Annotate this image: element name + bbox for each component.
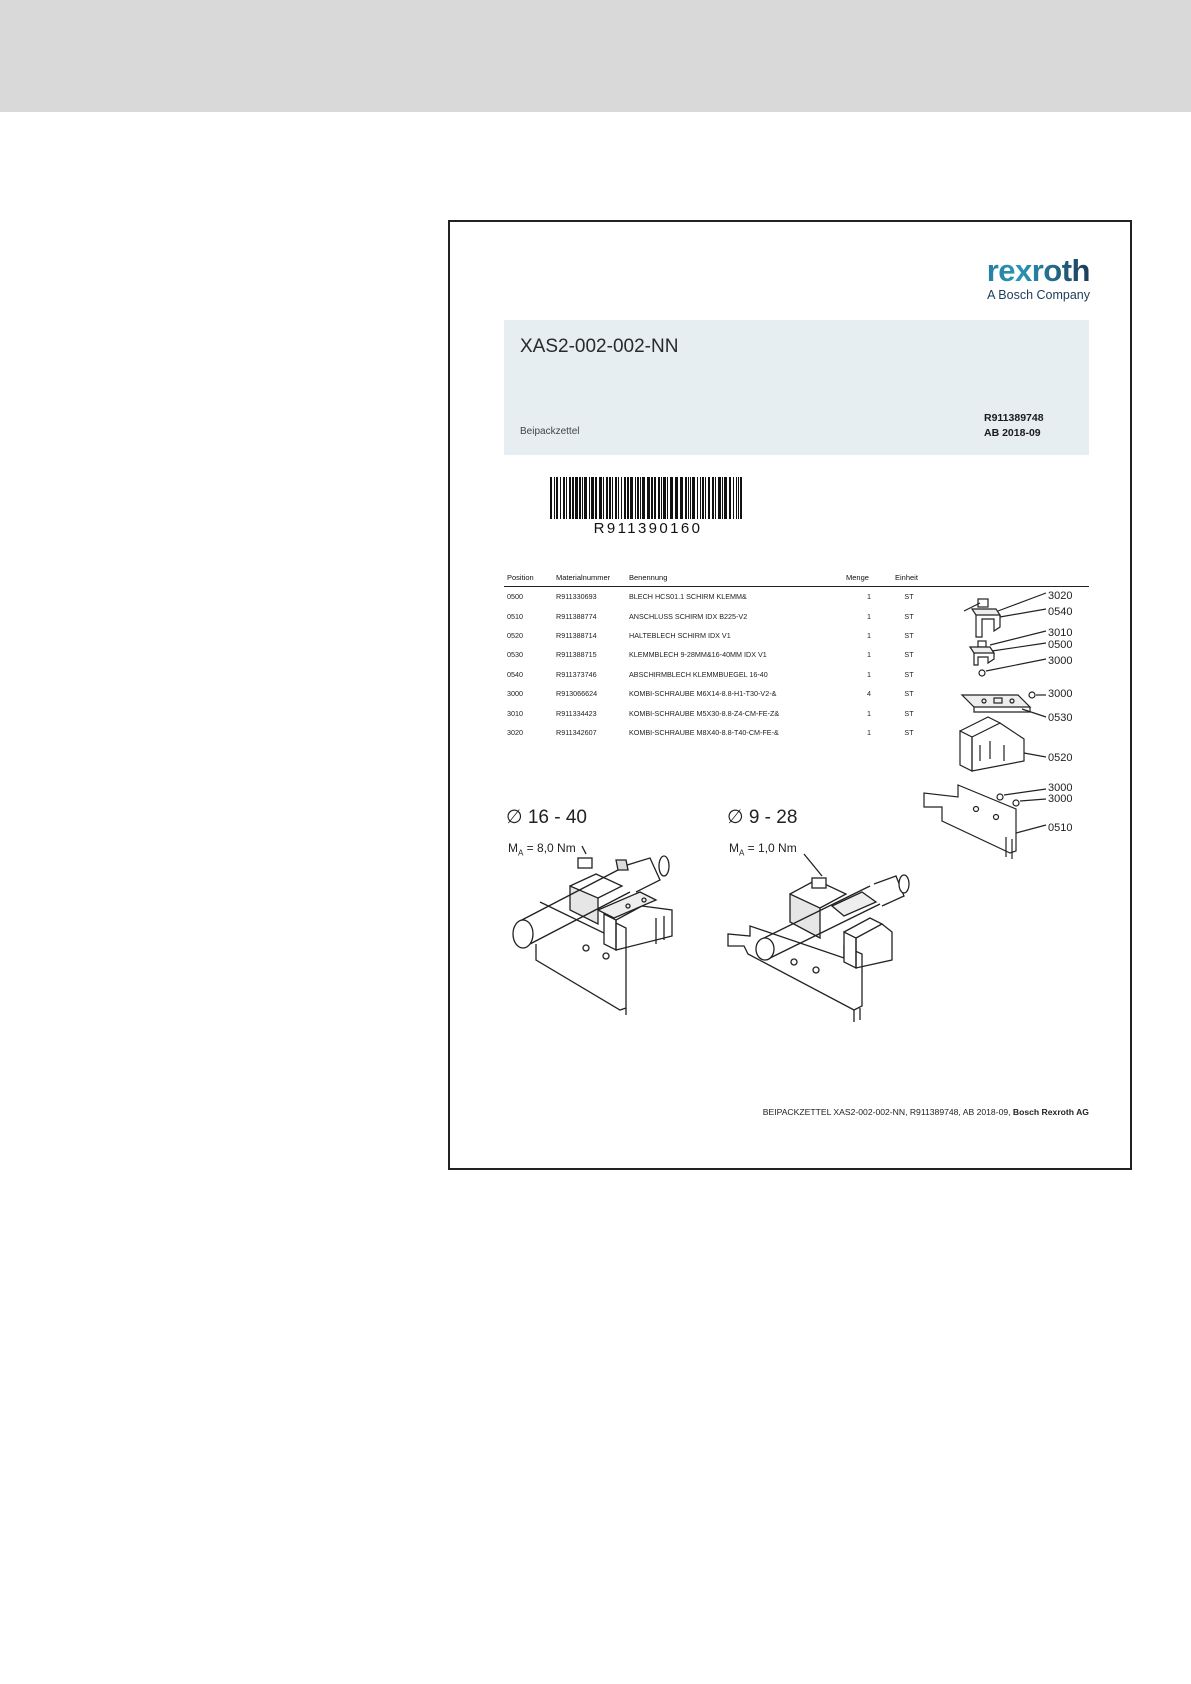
- barcode-bar: [697, 477, 698, 519]
- document-number-block: [984, 411, 1044, 441]
- document-footer: [640, 1107, 1089, 1117]
- barcode-bar: [718, 477, 721, 519]
- barcode-bar: [688, 477, 689, 519]
- torque-subscript: A: [739, 848, 745, 858]
- table-cell: ST: [904, 669, 914, 679]
- torque-symbol: M: [508, 841, 518, 855]
- table-cell: ST: [904, 630, 914, 640]
- callout-label: 3000: [1048, 793, 1073, 805]
- table-cell: ST: [904, 708, 914, 718]
- col-position: Position: [504, 568, 553, 587]
- table-cell: BLECH HCS01.1 SCHIRM KLEMM&: [629, 592, 747, 602]
- barcode-bar: [637, 477, 639, 519]
- barcode-bar: [667, 477, 668, 519]
- table-cell: 3000: [507, 689, 523, 699]
- table-cell: 0540: [507, 669, 523, 679]
- table-cell: 0500: [507, 592, 523, 602]
- barcode-number: R911390160: [593, 520, 703, 537]
- table-cell: 1: [867, 727, 871, 737]
- rexroth-logo: [960, 253, 1090, 302]
- top-gray-band: [0, 0, 1191, 112]
- col-quantity: Menge: [843, 568, 892, 587]
- barcode-bar: [627, 477, 629, 519]
- barcode-bar: [621, 477, 622, 519]
- material-number: R911389748: [984, 412, 1044, 424]
- barcode-bar: [647, 477, 650, 519]
- barcode-bar: [572, 477, 574, 519]
- barcode-bar: [692, 477, 695, 519]
- table-cell: 0510: [507, 611, 523, 621]
- table-cell: KOMBI-SCHRAUBE M8X40-8.8-T40-CM-FE-&: [629, 727, 779, 737]
- table-cell: 3020: [507, 727, 523, 737]
- table-cell: 1: [867, 630, 871, 640]
- barcode-bar: [680, 477, 683, 519]
- barcode-bar: [640, 477, 641, 519]
- barcode-bar: [615, 477, 617, 519]
- table-cell: ST: [904, 611, 914, 621]
- table-cell: ST: [904, 727, 914, 737]
- table-cell: R911388714: [556, 630, 597, 640]
- assembly-drawing-9-28: [724, 850, 934, 1025]
- callout-label: 0500: [1048, 639, 1073, 651]
- table-cell: R911388774: [556, 611, 597, 621]
- col-unit: Einheit: [892, 568, 923, 587]
- torque-value: = 1,0 Nm: [744, 841, 797, 855]
- callout-label: 0530: [1048, 712, 1073, 724]
- callout-label: 3020: [1048, 590, 1073, 602]
- barcode-bar: [740, 477, 742, 519]
- barcode-bar: [563, 477, 565, 519]
- table-cell: 1: [867, 611, 871, 621]
- table-cell: R911373746: [556, 669, 597, 679]
- barcode-bar: [705, 477, 706, 519]
- document-header: [504, 320, 1089, 455]
- table-cell: R911334423: [556, 708, 597, 718]
- barcode-bar: [690, 477, 691, 519]
- table-cell: 1: [867, 650, 871, 660]
- edition: AB 2018-09: [984, 427, 1041, 439]
- barcode-bar: [606, 477, 608, 519]
- barcode-bar: [675, 477, 678, 519]
- barcode-bar: [566, 477, 567, 519]
- table-header-row: [504, 568, 1089, 587]
- assembly-drawing-16-40: [500, 840, 690, 1015]
- col-material-number: Materialnummer: [553, 568, 626, 587]
- barcode-bar: [609, 477, 611, 519]
- table-cell: R911342607: [556, 727, 597, 737]
- callout-label: 0540: [1048, 606, 1073, 618]
- barcode-bar: [729, 477, 731, 519]
- table-cell: HALTEBLECH SCHIRM IDX V1: [629, 630, 731, 640]
- table-cell: 4: [867, 689, 871, 699]
- assembly-diameter-label: ∅ 16 - 40: [506, 807, 587, 828]
- col-designation: Benennung: [626, 568, 843, 587]
- callout-label: 3000: [1048, 655, 1073, 667]
- barcode-bar: [733, 477, 734, 519]
- table-cell: KOMBI-SCHRAUBE M5X30-8.8-Z4-CM-FE-Z&: [629, 708, 780, 718]
- barcode-bar: [560, 477, 561, 519]
- barcode-bar: [612, 477, 613, 519]
- barcode-bar: [663, 477, 666, 519]
- barcode-bar: [603, 477, 604, 519]
- barcode-bar: [599, 477, 602, 519]
- table-cell: R911388715: [556, 650, 597, 660]
- barcode-bar: [736, 477, 737, 519]
- barcode-bar: [702, 477, 704, 519]
- callout-labels: [920, 585, 1100, 865]
- barcode-bar: [654, 477, 656, 519]
- table-cell: KLEMMBLECH 9-28MM&16-40MM IDX V1: [629, 650, 767, 660]
- footer-company: Bosch Rexroth AG: [1012, 1107, 1089, 1117]
- barcode-bar: [658, 477, 660, 519]
- barcode-bar: [575, 477, 578, 519]
- table-cell: ABSCHIRMBLECH KLEMMBUEGEL 16-40: [629, 669, 768, 679]
- table-cell: 0530: [507, 650, 523, 660]
- barcode-bar: [642, 477, 645, 519]
- barcode: [550, 477, 746, 519]
- barcode-bar: [618, 477, 619, 519]
- callout-label: 3010: [1048, 627, 1073, 639]
- callout-label: 3000: [1048, 688, 1073, 700]
- torque-value: = 8,0 Nm: [523, 841, 576, 855]
- barcode-bar: [584, 477, 587, 519]
- assembly-diameter-label: ∅ 9 - 28: [727, 807, 798, 828]
- barcode-bar: [556, 477, 558, 519]
- col-spacer: [923, 568, 1089, 587]
- table-cell: R913066624: [556, 689, 598, 699]
- document-subtitle: Beipackzettel: [520, 426, 580, 437]
- callout-label: 3000: [1048, 782, 1073, 794]
- barcode-bar: [591, 477, 594, 519]
- torque-subscript: A: [518, 848, 524, 858]
- barcode-bar: [624, 477, 626, 519]
- table-cell: 0520: [507, 630, 523, 640]
- callout-label: 0520: [1048, 752, 1073, 764]
- barcode-bar: [700, 477, 701, 519]
- barcode-bar: [670, 477, 673, 519]
- barcode-bar: [582, 477, 583, 519]
- barcode-bar: [708, 477, 710, 519]
- table-cell: 1: [867, 708, 871, 718]
- barcode-bar: [579, 477, 581, 519]
- barcode-bar: [589, 477, 590, 519]
- table-cell: ST: [904, 592, 914, 602]
- callout-label: 0510: [1048, 822, 1073, 834]
- logo-tagline: A Bosch Company: [987, 288, 1090, 302]
- torque-symbol: M: [729, 841, 739, 855]
- barcode-bar: [630, 477, 633, 519]
- table-cell: KOMBI-SCHRAUBE M6X14-8.8-H1-T30-V2-&: [629, 689, 777, 699]
- table-cell: 1: [867, 669, 871, 679]
- table-cell: ST: [904, 689, 914, 699]
- document-title: XAS2-002-002-NN: [520, 336, 679, 357]
- barcode-bar: [595, 477, 597, 519]
- barcode-bar: [569, 477, 571, 519]
- table-cell: 1: [867, 592, 871, 602]
- barcode-bar: [724, 477, 727, 519]
- table-cell: ST: [904, 650, 914, 660]
- logo-wordmark: rexroth: [960, 256, 1090, 286]
- table-cell: 3010: [507, 708, 523, 718]
- barcode-bar: [651, 477, 653, 519]
- table-cell: R911330693: [556, 592, 597, 602]
- footer-text: BEIPACKZETTEL XAS2-002-002-NN, R911389748, AB 2018-09,: [762, 1107, 1013, 1117]
- barcode-bar: [554, 477, 555, 519]
- table-cell: ANSCHLUSS SCHIRM IDX B225-V2: [629, 611, 748, 621]
- barcode-bar: [738, 477, 739, 519]
- barcode-bar: [722, 477, 723, 519]
- barcode-bar: [635, 477, 636, 519]
- barcode-bar: [685, 477, 687, 519]
- barcode-bar: [712, 477, 714, 519]
- barcode-bar: [715, 477, 716, 519]
- barcode-bar: [550, 477, 552, 519]
- barcode-bar: [661, 477, 662, 519]
